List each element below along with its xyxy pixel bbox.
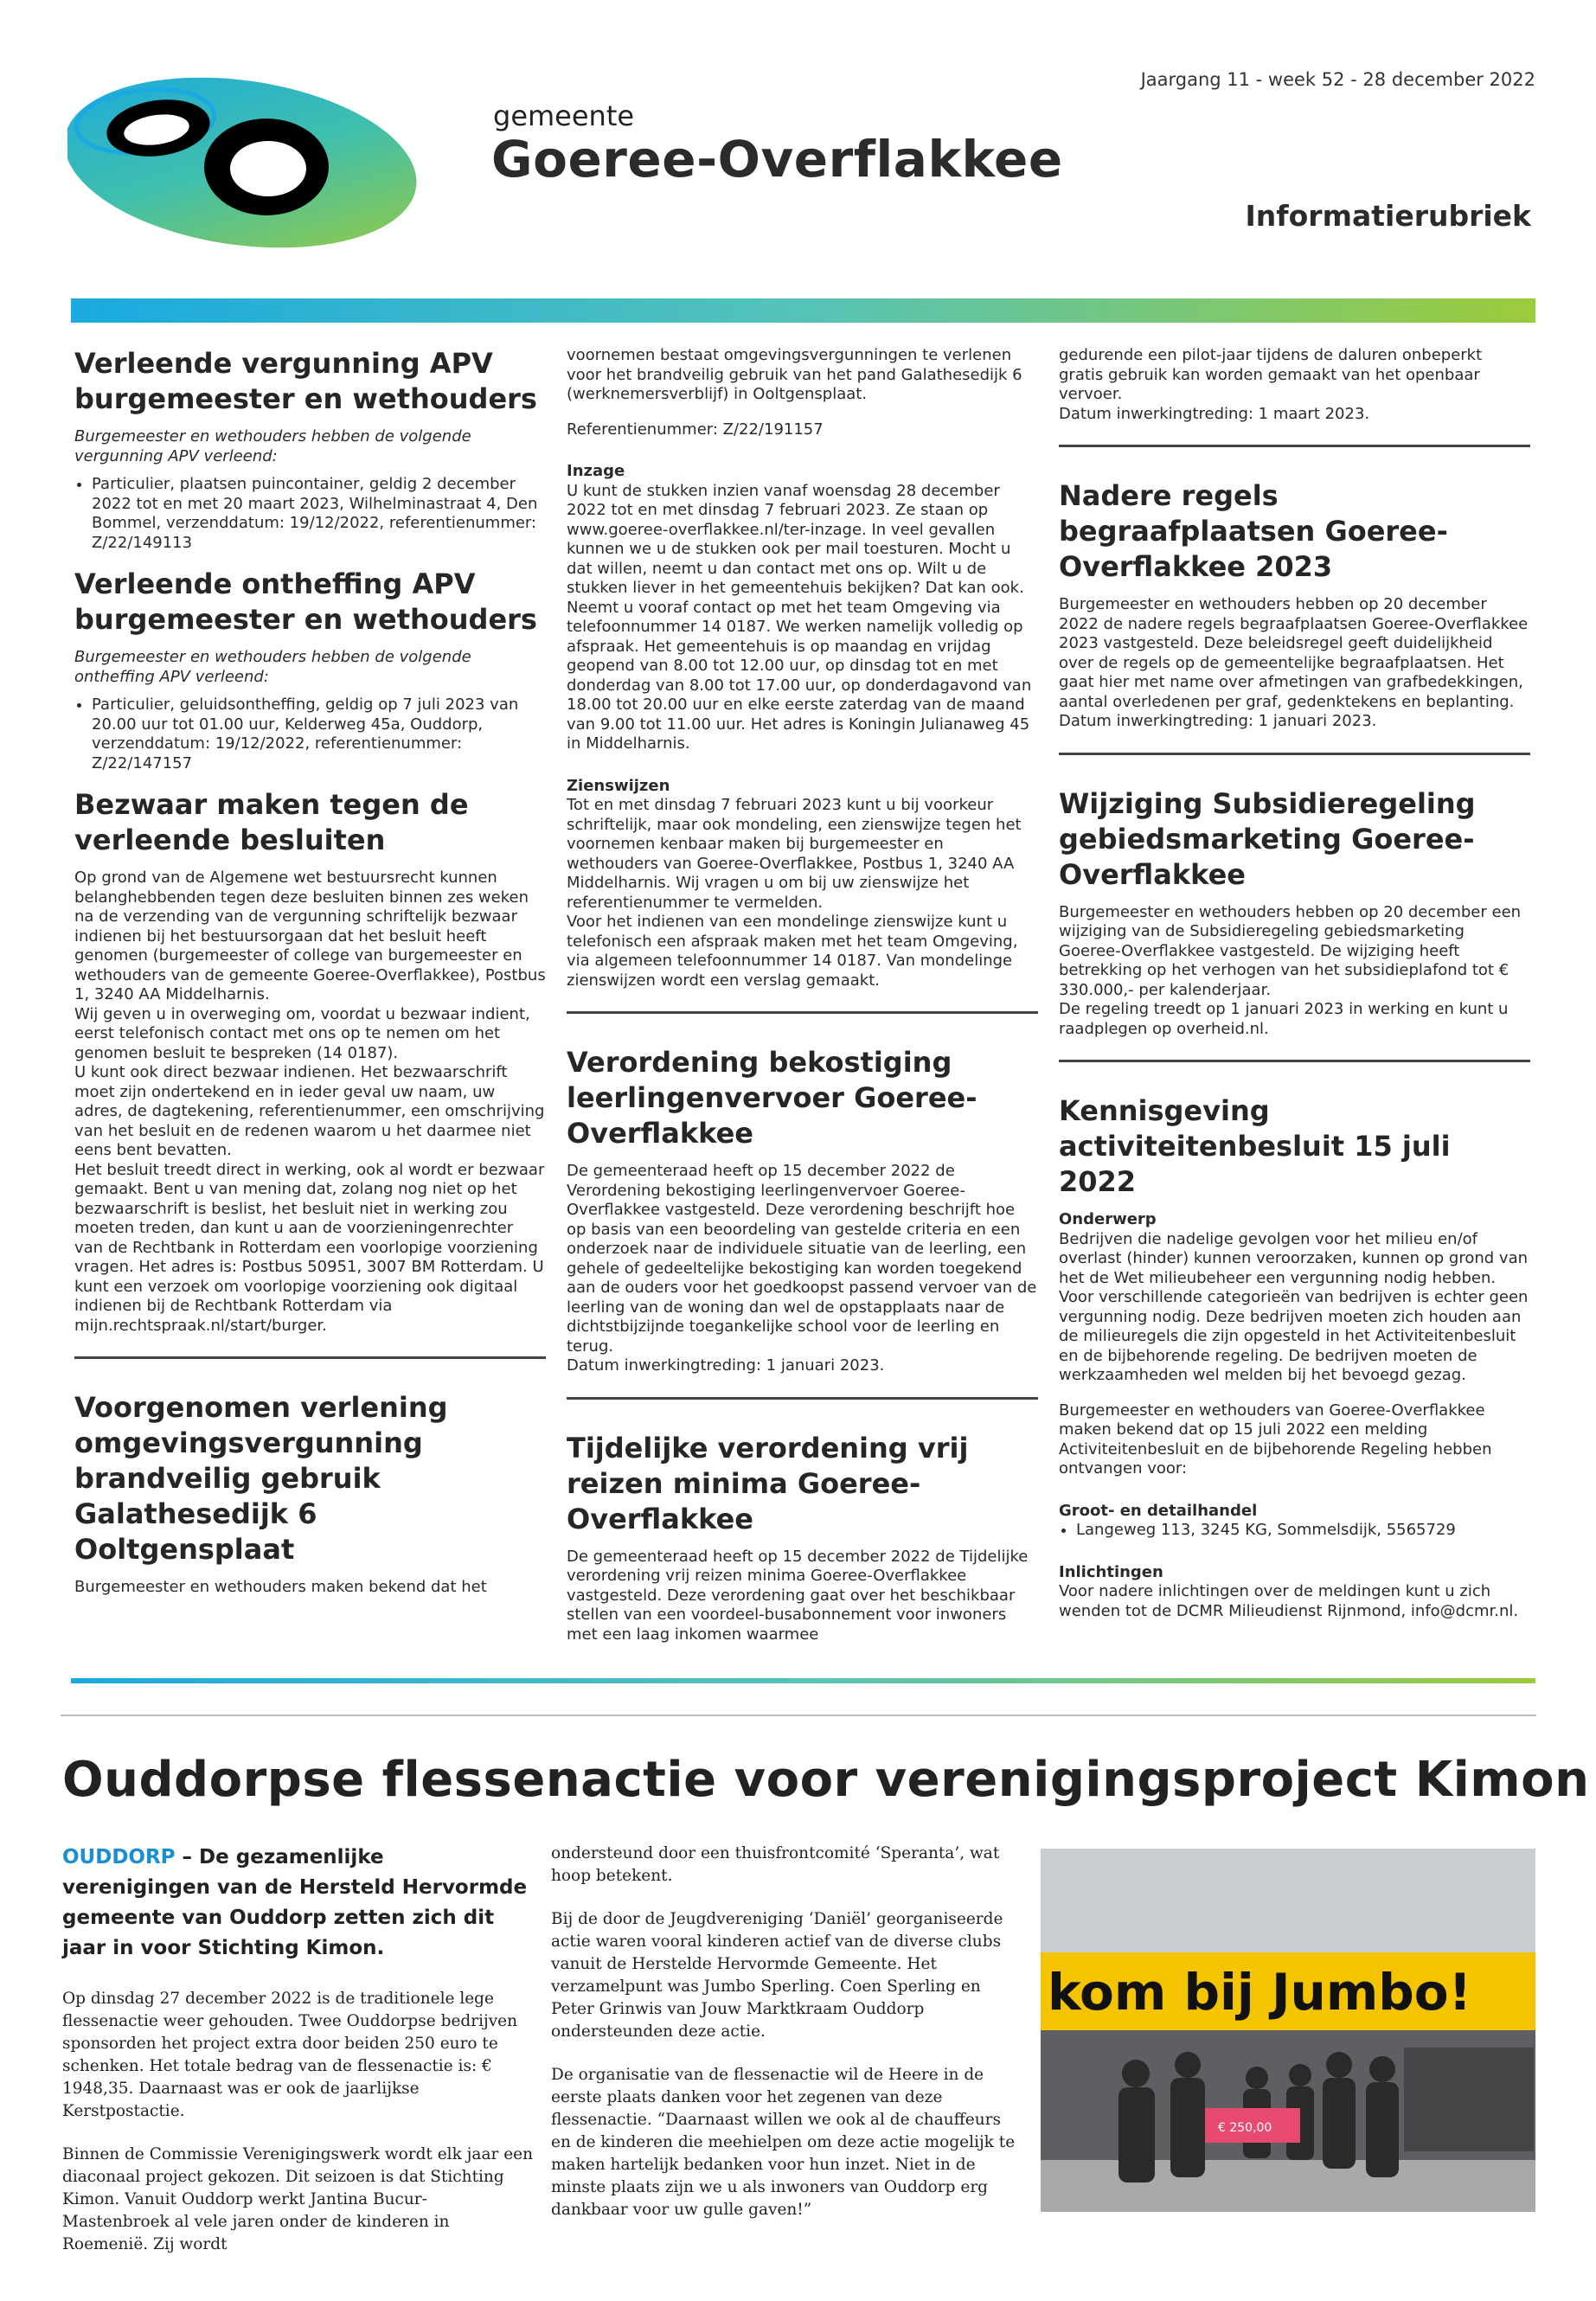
paragraph: ondersteund door een thuisfrontcomité ‘Speranta’, wat hoop betekent.	[551, 1844, 1000, 1885]
paragraph: Op dinsdag 27 december 2022 is de traditionele lege flessenactie weer gehouden. Twee Ouddorpse bedrijven sponsorden het project extra door beiden 250 euro te schenken. Het totale bedrag van de flessenactie is: € 1948,35. Daarnaast was er ook de jaarlijkse Kerstpostactie.	[62, 1990, 518, 2120]
notice-intro: Burgemeester en wethouders hebben de volgende vergunning APV verleend:	[74, 427, 471, 465]
reference-number: Referentienummer: Z/22/191157	[567, 420, 824, 439]
paragraph: Bedrijven die nadelige gevolgen voor het milieu en/of overlast (hinder) kunnen veroorzaken, kunnen op grond van het de Wet milieubeheer een vergunning nodig hebben. Voor verschillende categorieën van bedrijven is echter geen vergunning nodig. Deze bedrijven moeten zich houden aan de milieuregels die zijn opgesteld in het Activiteitenbesluit en de bijbehorende regeling. De bedrijven moeten de werkzaamheden wel melden bij het bevoegd gezag.	[1059, 1229, 1529, 1384]
notice-title: Verleende ontheffing APV burgemeester en wethouders	[74, 567, 537, 636]
divider	[567, 1011, 1038, 1014]
dateline: OUDDORP	[62, 1846, 176, 1868]
column-2	[567, 346, 1038, 1652]
paragraph: De regeling treedt op 1 januari 2023 in werking en kunt u raadplegen op overheid.nl.	[1059, 1000, 1509, 1038]
divider	[1059, 445, 1530, 447]
notice-title: Verordening bekostiging leerlingenvervoer Goeree-Overflakkee	[567, 1046, 977, 1150]
paragraph: Burgemeester en wethouders hebben op 20 december een wijziging van de Subsidieregeling gebiedsmarketing Goeree-Overflakkee vastgesteld. De wijziging heeft betrekking op het verhogen van het subsidieplafond tot € 330.000,- per kalenderjaar.	[1059, 902, 1522, 999]
paragraph: De gemeenteraad heeft op 15 december 2022 de Tijdelijke verordening vrij reizen minima Goeree-Overflakkee vastgesteld. Deze verordening gaat over het beschikbaar stellen van een voordeel-busabonnement voor inwoners met een laag inkomen waarmee	[567, 1547, 1029, 1644]
issue-info: Jaargang 11 - week 52 - 28 december 2022	[1140, 69, 1535, 90]
divider	[74, 1356, 546, 1359]
subheading: Inzage	[567, 462, 625, 480]
photo-illustration	[1041, 1849, 1535, 2212]
article-lead	[62, 1843, 534, 1964]
paragraph: De organisatie van de flessenactie wil de Heere in de eerste plaats danken voor het zegenen van deze flessenactie. “Daarnaast willen we ook al de chauffeurs en de kinderen die meehielpen om deze actie mogelijk te maken hartelijk bedanken voor hun inzet. Niet in de minste plaats zijn we u als inwoners van Ouddorp erg dankbaar voor uw gulle gaven!”	[551, 2066, 1016, 2219]
section-title: Informatierubriek	[1245, 199, 1531, 233]
paragraph: Datum inwerkingtreding: 1 januari 2023.	[567, 1356, 885, 1375]
subheading: Zienswijzen	[567, 776, 670, 795]
paragraph: Binnen de Commissie Verenigingswerk wordt elk jaar een diaconaal project gekozen. Dit seizoen is dat Stichting Kimon. Vanuit Ouddorp werkt Jantina Bucur-Mastenbroek al vele jaren onder de kinderen in Roemenië. Zij wordt	[62, 2145, 534, 2253]
paragraph: Bij de door de Jeugdvereniging ‘Daniël’ georganiseerde actie waren vooral kinderen actief van de diverse clubs vanuit de Herstelde Hervormde Gemeente. Het verzamelpunt was Jumbo Sperling. Coen Sperling en Peter Grinwis van Jouw Marktkraam Ouddorp ondersteunden deze actie.	[551, 1910, 1003, 2041]
cheque-amount: € 250,00	[1218, 2121, 1272, 2135]
store-sign: kom bij Jumbo!	[1048, 1963, 1472, 2022]
notice-title: Tijdelijke verordening vrij reizen minima Goeree-Overflakkee	[567, 1431, 969, 1535]
column-3	[1059, 346, 1530, 1652]
article-divider	[61, 1715, 1536, 1716]
notice-title: Nadere regels begraafplaatsen Goeree-Overflakkee 2023	[1059, 479, 1448, 583]
list-item: • Particulier, geluidsontheffing, geldig op 7 juli 2023 van 20.00 uur tot 01.00 uur, Kelderweg 45a, Ouddorp, verzenddatum: 19/12/2022, referentienummer: Z/22/147157	[92, 695, 546, 773]
paragraph: gedurende een pilot-jaar tijdens de daluren onbeperkt gratis gebruik kan worden gemaakt van het openbaar vervoer.	[1059, 346, 1483, 403]
divider	[1059, 1060, 1530, 1062]
paragraph: Burgemeester en wethouders hebben op 20 december 2022 de nadere regels begraafplaatsen Goeree-Overflakkee 2023 vastgesteld. Deze beleidsregel geeft duidelijkheid over de regels op de gemeentelijke begraafplaatsen. Het gaat hier met name over afmetingen van grafbedekkingen, aantal overledenen per graf, gedenktekens en beplanting.	[1059, 595, 1529, 711]
article-column-2	[551, 1843, 1022, 2242]
paragraph: Burgemeester en wethouders van Goeree-Overflakkee maken bekend dat op 15 juli 2022 een melding Activiteitenbesluit en de bijbehorende Regeling hebben ontvangen voor:	[1059, 1400, 1492, 1477]
notice-list	[74, 475, 546, 553]
notice-list	[1059, 1521, 1530, 1541]
paragraph: Burgemeester en wethouders maken bekend dat het	[74, 1578, 487, 1596]
paragraph: U kunt ook direct bezwaar indienen. Het bezwaarschrift moet zijn ondertekend en in ieder geval uw naam, uw adres, de dagtekening, referentienummer, een omschrijving van het besluit en de redenen waarom u het daarmee niet eens bent bevatten.	[74, 1063, 545, 1159]
divider	[1059, 753, 1530, 755]
lead-text: – De gezamenlijke verenigingen van de Hersteld Hervormde gemeente van Ouddorp zetten zich dit jaar in voor Stichting Kimon.	[62, 1846, 528, 1959]
header-gradient-bar	[71, 298, 1535, 323]
notice-intro: Burgemeester en wethouders hebben de volgende ontheffing APV verleend:	[74, 648, 471, 686]
notice-title: Wijziging Subsidieregeling gebiedsmarketing Goeree-Overflakkee	[1059, 786, 1476, 891]
subheading: Groot- en detailhandel	[1059, 1501, 1258, 1520]
article-headline: Ouddorpse flessenactie voor verenigingsproject Kimon	[62, 1752, 1590, 1808]
notice-title: Verleende vergunning APV burgemeester en wethouders	[74, 347, 537, 415]
notice-list	[74, 695, 546, 773]
notice-title: Kennisgeving activiteitenbesluit 15 juli 2022	[1059, 1094, 1451, 1198]
notice-title: Bezwaar maken tegen de verleende besluiten	[74, 788, 469, 856]
divider	[567, 1397, 1038, 1400]
subheading: Onderwerp	[1059, 1210, 1157, 1228]
article-photo	[1041, 1849, 1535, 2212]
municipality-logo	[67, 67, 448, 258]
notice-title: Voorgenomen verlening omgevingsvergunning brandveilig gebruik Galathesedijk 6 Ooltgensplaat	[74, 1391, 448, 1566]
municipality-name: Goeree-Overflakkee	[491, 130, 1063, 189]
paragraph: Het besluit treedt direct in werking, ook al wordt er bezwaar gemaakt. Bent u van mening dat, zolang nog niet op het bezwaarschrift is beslist, het besluit niet in werking zou moeten treden, dan kunt u aan de voorzieningenrechter van de Rechtbank in Rotterdam een voorlopige voorziening vragen. Het adres is: Postbus 50951, 3007 BM Rotterdam. U kunt een verzoek om voorlopige voorziening ook digitaal indienen bij de Rechtbank Rotterdam via mijn.rechtspraak.nl/start/burger.	[74, 1160, 545, 1335]
column-1	[74, 346, 546, 1652]
gemeente-label: gemeente	[493, 99, 635, 132]
footer-gradient-bar	[71, 1678, 1535, 1683]
paragraph: Voor het indienen van een mondelinge zienswijze kunt u telefonisch een afspraak maken met het team Omgeving, via algemeen telefoonnummer 14 0187. Van mondelinge zienswijzen wordt een verslag gemaakt.	[567, 913, 1018, 990]
paragraph: voornemen bestaat omgevingsvergunningen te verlenen voor het brandveilig gebruik van het pand Galathesedijk 6 (werknemersverblijf) in Ooltgensplaat.	[567, 346, 1022, 403]
paragraph: Voor nadere inlichtingen over de meldingen kunt u zich wenden tot de DCMR Milieudienst Rijnmond, info@dcmr.nl.	[1059, 1582, 1519, 1620]
article-column-1	[62, 1843, 534, 2277]
list-item: • Particulier, plaatsen puincontainer, geldig 2 december 2022 tot en met 20 maart 2023, Wilhelminastraat 4, Den Bommel, verzenddatum: 19/12/2022, referentienummer: Z/22/149113	[92, 475, 546, 553]
paragraph: Op grond van de Algemene wet bestuursrecht kunnen belanghebbenden tegen deze besluiten binnen zes weken na de verzending van de vergunning schriftelijk bezwaar indienen bij het bestuursorgaan dat het besluit heeft genomen (burgemeester of college van burgemeester en wethouders van de gemeente Goeree-Overflakkee), Postbus 1, 3240 AA Middelharnis.	[74, 868, 546, 1003]
subheading: Inlichtingen	[1059, 1562, 1163, 1581]
paragraph: Datum inwerkingtreding: 1 januari 2023.	[1059, 712, 1377, 730]
paragraph: Wij geven u in overweging om, voordat u bezwaar indient, eerst telefonisch contact met ons op te nemen om het genomen besluit te bespreken (14 0187).	[74, 1004, 530, 1062]
paragraph: Tot en met dinsdag 7 februari 2023 kunt u bij voorkeur schriftelijk, maar ook mondeling, een zienswijze tegen het voornemen kenbaar maken bij burgemeester en wethouders van Goeree-Overflakkee, Postbus 1, 3240 AA Middelharnis. Wij vragen u om bij uw zienswijze het referentienummer te vermelden.	[567, 796, 1022, 912]
list-item: • Langeweg 113, 3245 KG, Sommelsdijk, 5565729	[1076, 1521, 1530, 1541]
logo-graphic	[67, 67, 448, 258]
paragraph: Datum inwerkingtreding: 1 maart 2023.	[1059, 404, 1370, 423]
paragraph: U kunt de stukken inzien vanaf woensdag 28 december 2022 tot en met dinsdag 7 februari 2023. Ze staan op www.goeree-overflakkee.nl/ter-inzage. In veel gevallen kunnen we u de stukken ook per mail toesturen. Mocht u dat willen, neemt u dan contact met ons op. Wilt u de stukken liever in het gemeentehuis bekijken? Dat kan ook. Neemt u vooraf contact op met het team Omgeving via telefoonnummer 14 0187. We werken namelijk volledig op afspraak. Het gemeentehuis is op maandag en vrijdag geopend van 8.00 tot 12.00 uur, op dinsdag tot en met donderdag van 8.00 tot 17.00 uur, op donderdagavond van 18.00 tot 20.00 uur en elke eerste zaterdag van de maand van 9.00 tot 11.00 uur. Het adres is Koningin Julianaweg 45 in Middelharnis.	[567, 481, 1032, 753]
paragraph: De gemeenteraad heeft op 15 december 2022 de Verordening bekostiging leerlingenvervoer Goeree-Overflakkee vastgesteld. Deze verordening beschrijft hoe op basis van een beoordeling van gestelde criteria en een onderzoek naar de individuele situatie van de leerling, een gehele of gedeeltelijke bekostiging kan worden toegekend aan de ouders voor het goedkoopst passend vervoer van de leerling van de woning dan wel de opstapplaats naar de dichtstbijzijnde toegankelijke school voor de leerling en terug.	[567, 1162, 1037, 1356]
